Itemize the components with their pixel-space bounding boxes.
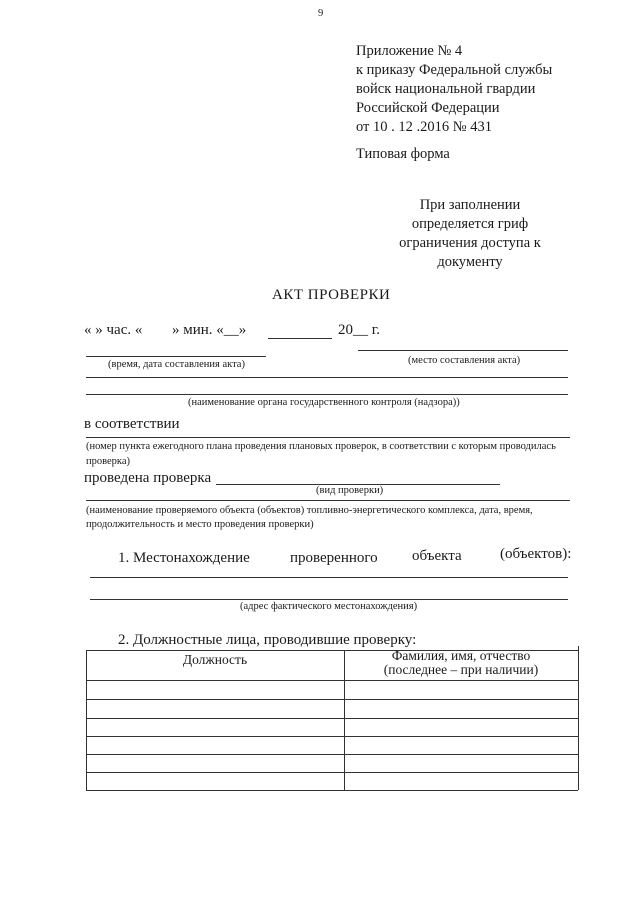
address-caption: (адрес фактического местонахождения) (240, 601, 418, 612)
date-year: 20__ г. (338, 322, 380, 338)
section1-word: объекта (412, 548, 462, 564)
table-row-line (86, 754, 578, 755)
appendix-block (356, 42, 552, 137)
table-header-position: Должность (182, 652, 248, 667)
document-title: АКТ ПРОВЕРКИ (272, 287, 391, 303)
classification-line: определяется гриф (411, 216, 529, 232)
date-hours: « » час. « (84, 322, 143, 338)
appendix-line: к приказу Федеральной службы (356, 62, 553, 78)
table-row-line (86, 718, 578, 719)
table-border-bottom (86, 790, 578, 791)
time-date-caption: (время, дата составления акта) (108, 359, 245, 370)
form-type: Типовая форма (356, 146, 450, 162)
table-header-name-2: (последнее – при наличии) (383, 662, 539, 677)
object-caption-2: продолжительность и место проведения проверки) (86, 519, 314, 530)
check-type-caption: (вид проверки) (316, 485, 384, 496)
address-blank-1[interactable] (90, 577, 568, 578)
page-number: 9 (318, 8, 324, 19)
place-blank[interactable] (358, 350, 568, 351)
appendix-line: Российской Федерации (356, 100, 500, 116)
authority-caption: (наименование органа государственного контроля (надзора)) (188, 397, 460, 408)
plan-item-caption-2: проверка) (86, 456, 131, 467)
table-row-line (86, 772, 578, 773)
authority-blank-2[interactable] (86, 394, 568, 395)
appendix-line: войск национальной гвардии (356, 81, 536, 97)
table-header-name-1: Фамилия, имя, отчество (391, 648, 531, 663)
date-month-blank[interactable] (268, 338, 332, 339)
section1-word: проверенного (290, 550, 378, 566)
appendix-line: от 10 . 12 .2016 № 431 (356, 119, 492, 135)
section1-word: (объектов): (500, 546, 572, 562)
classification-line: документу (437, 254, 503, 270)
classification-note (380, 196, 560, 272)
table-row-line (86, 736, 578, 737)
conducted-label: проведена проверка (84, 470, 212, 486)
plan-item-caption: (номер пункта ежегодного плана проведения плановых проверок, в соответствии с которым проводилась (86, 441, 556, 452)
appendix-line: Приложение № 4 (356, 43, 463, 59)
authority-blank-1[interactable] (86, 377, 568, 378)
table-row-line (86, 680, 578, 681)
object-blank[interactable] (86, 500, 570, 501)
object-caption-1: (наименование проверяемого объекта (объектов) топливно-энергетического комплекса, дата, время, (86, 505, 533, 516)
place-caption: (место составления акта) (408, 355, 521, 366)
date-minutes: » мин. «__» (172, 322, 247, 338)
table-border-right (578, 646, 579, 790)
time-date-blank[interactable] (86, 356, 266, 357)
plan-item-blank[interactable] (86, 437, 570, 438)
section1-word: 1. Местонахождение (118, 550, 250, 566)
table-border-left (86, 650, 87, 790)
classification-line: ограничения доступа к (399, 235, 541, 251)
according-label: в соответствии (84, 416, 180, 432)
address-blank-2[interactable] (90, 599, 568, 600)
table-row-line (86, 699, 578, 700)
section2-heading: 2. Должностные лица, проводившие проверку: (118, 632, 417, 648)
classification-line: При заполнении (419, 197, 521, 213)
